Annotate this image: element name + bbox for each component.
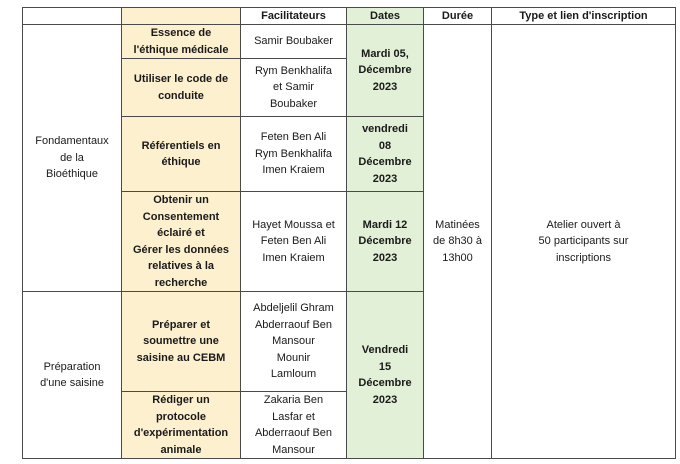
topic-cell [122,117,241,192]
topic-line: Consentement [142,210,220,223]
topic-line: animale [160,443,202,456]
date-line: 2023 [372,251,398,264]
header-duration: Durée [424,8,492,25]
facilitator-line: Abdeljelil Ghram [253,302,334,315]
workshop-schedule-table [22,7,676,459]
facilitator-line: Mansour [272,443,315,456]
topic-line: éthique [161,156,201,168]
topic-line: l'éthique médicale [133,43,229,56]
facilitator-line: Mansour [272,335,315,348]
facilitator-line: Samir Boubaker [254,35,333,48]
topic-line: éclairé et [157,227,205,239]
facilitator-line: Rym Benkhalifa [254,64,333,77]
header-facilitators: Facilitateurs [241,8,347,25]
topic-cell [122,59,241,117]
topic-cell [122,392,241,459]
facilitator-line: Imen Kraiem [262,251,325,264]
facilitator-line: et Samir [273,81,314,94]
section-preparation [23,292,122,459]
registration-cell [492,25,676,459]
section-line: Fondamentaux [35,135,109,148]
date-line: Mardi 12 [362,218,408,231]
facilitator-line: Rym Benkhalifa [254,147,333,160]
date-line: Décembre [358,64,412,77]
topic-line: Utiliser le code de [133,73,229,85]
topic-line: Préparer et [151,318,211,331]
date-line: Mardi 05, [361,47,409,60]
facilitators-cell [241,117,347,192]
facilitator-line: Lasfar et [272,410,315,423]
table-row [23,25,676,59]
facilitator-line: Zakaria Ben [263,394,324,406]
facilitators-cell [241,392,347,459]
section-line: de la [60,151,84,164]
facilitator-line: Boubaker [269,97,318,110]
duration-cell [424,25,492,459]
topic-line: Obtenir un [153,194,209,206]
facilitators-cell [241,59,347,117]
section-line: Bioéthique [46,168,98,181]
header-dates: Dates [347,8,424,25]
header-row [23,8,676,25]
date-line: Vendredi [361,344,409,356]
date-line: 2023 [372,80,398,93]
facilitators-cell [241,192,347,292]
date-cell [347,117,424,192]
section-line: Préparation [43,360,101,373]
date-line: Décembre [358,235,412,248]
date-line: 15 [378,360,392,373]
topic-line: Rédiger un [152,394,210,406]
registration-line: inscriptions [555,251,612,264]
facilitator-line: Abderraouf Ben [254,427,333,439]
duration-line: 13h00 [442,251,473,264]
topic-cell [122,192,241,292]
header-topic-cell [122,8,241,25]
header-registration: Type et lien d'inscription [492,8,676,25]
registration-line: 50 participants sur [538,235,629,248]
section-fondamentaux [23,25,122,292]
topic-cell [122,292,241,392]
topic-line: recherche [154,276,208,289]
facilitator-line: Hayet Moussa et [252,218,335,231]
facilitator-line: Abderraouf Ben [254,318,333,331]
topic-line: conduite [158,89,204,102]
date-line: vendredi [362,123,408,135]
facilitator-line: Feten Ben Ali [260,131,327,144]
date-line: Décembre [358,156,412,168]
facilitators-cell [241,25,347,59]
date-line: 2023 [372,172,398,185]
date-line: Décembre [358,377,412,389]
topic-line: soumettre une [143,335,219,348]
registration-line: Atelier ouvert à [546,218,621,231]
topic-cell [122,25,241,59]
facilitator-line: Imen Kraiem [262,164,325,177]
header-blank-cell [23,8,122,25]
topic-line: saisine au CEBM [136,351,226,364]
date-line: 2023 [372,393,398,406]
date-line: 08 [378,139,392,152]
date-cell [347,292,424,459]
topic-line: relatives à la [147,260,215,272]
topic-line: Référentiels en [141,139,221,152]
topic-line: d'expérimentation [133,427,229,439]
facilitator-line: Feten Ben Ali [260,235,327,248]
topic-line: Gérer les données [133,243,229,256]
section-line: d'une saisine [40,377,104,389]
facilitator-line: Mounir [276,351,311,364]
duration-line: Matinées [435,218,480,231]
facilitator-line: Lamloum [270,368,317,381]
duration-line: de 8h30 à [433,235,482,248]
topic-line: protocole [155,410,207,423]
facilitators-cell [241,292,347,392]
date-cell [347,192,424,292]
date-cell [347,25,424,117]
topic-line: Essence de [150,27,212,39]
